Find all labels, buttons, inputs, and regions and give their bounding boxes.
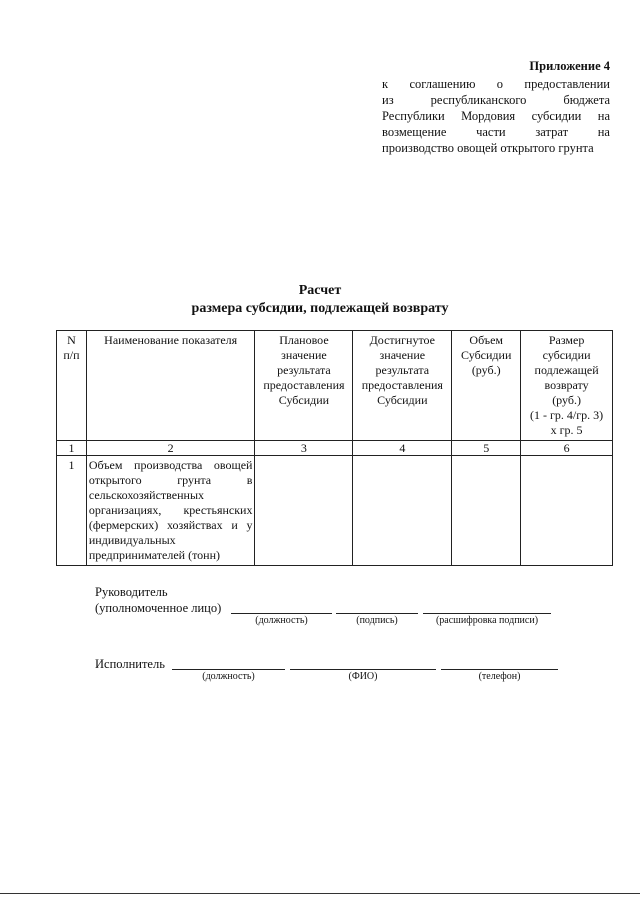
header-cell-achieved-value: Достигнутое значение результата предоставления Субсидии xyxy=(353,331,452,441)
table-column-number-row xyxy=(57,441,613,456)
appendix-line xyxy=(382,92,610,108)
appendix-line xyxy=(382,140,610,156)
appendix-word: субсидии xyxy=(531,109,582,123)
appendix-title: Приложение 4 xyxy=(529,59,610,73)
subsidy-calculation-table xyxy=(56,330,613,566)
signature-decoding-line xyxy=(423,613,551,614)
document-title-line-2: размера субсидии, подлежащей возврату xyxy=(191,301,449,316)
column-number-cell: 3 xyxy=(255,441,353,456)
header-cell-number: N п/п xyxy=(57,331,87,441)
appendix-word: возмещение xyxy=(382,125,447,139)
appendix-word: бюджета xyxy=(563,93,610,107)
executor-position-line xyxy=(172,669,285,670)
appendix-word: на xyxy=(597,125,610,139)
appendix-word: о xyxy=(496,77,504,91)
table-row xyxy=(57,456,613,566)
appendix-word: на xyxy=(597,109,610,123)
signature-decoding-caption: (расшифровка подписи) xyxy=(435,615,539,626)
column-number-cell: 1 xyxy=(57,441,87,456)
header-cell-planned-value: Плановое значение результата предоставления Субсидии xyxy=(255,331,353,441)
appendix-word: Республики xyxy=(382,109,445,123)
appendix-line xyxy=(382,108,610,124)
appendix-word: к xyxy=(382,77,389,91)
header-cell-indicator-name: Наименование показателя xyxy=(86,331,255,441)
authorized-person-label: (уполномоченное лицо) xyxy=(95,601,222,615)
executor-phone-caption: (телефон) xyxy=(478,671,521,682)
head-label: Руководитель xyxy=(95,585,168,599)
document-title xyxy=(0,282,640,318)
executor-position-caption: (должность) xyxy=(202,671,255,682)
executor-phone-line xyxy=(441,669,558,670)
subsidy-amount-cell xyxy=(452,456,521,566)
planned-value-cell xyxy=(255,456,353,566)
column-number-cell: 2 xyxy=(86,441,255,456)
table-header-row xyxy=(57,331,613,441)
appendix-line xyxy=(382,76,610,92)
appendix-word: части xyxy=(476,125,506,139)
appendix-word: из xyxy=(382,93,394,107)
indicator-name-cell: Объем производства овощей открытого грунта в сельскохозяйственных организациях, крестьянских (фермерских) хозяйствах и у индивидуальных предпринимателей (тонн) xyxy=(86,456,255,566)
signature-line xyxy=(336,613,418,614)
executor-name-line xyxy=(290,669,436,670)
row-number-cell: 1 xyxy=(57,456,87,566)
appendix-word: затрат xyxy=(535,125,569,139)
executor-label: Исполнитель xyxy=(95,657,165,671)
appendix-word: производство овощей открытого грунта xyxy=(382,141,594,155)
appendix-word: соглашению xyxy=(409,77,476,91)
signature-caption: (подпись) xyxy=(356,615,398,626)
appendix-line xyxy=(382,124,610,140)
page-bottom-border xyxy=(0,893,640,894)
appendix-word: Мордовия xyxy=(461,109,516,123)
header-cell-subsidy-amount: Объем Субсидии (руб.) xyxy=(452,331,521,441)
achieved-value-cell xyxy=(353,456,452,566)
appendix-block xyxy=(382,58,610,156)
position-signature-line xyxy=(231,613,332,614)
executor-name-caption: (ФИО) xyxy=(348,671,378,682)
appendix-word: республиканского xyxy=(430,93,527,107)
document-title-line-1: Расчет xyxy=(298,283,342,298)
column-number-cell: 4 xyxy=(353,441,452,456)
appendix-word: предоставлении xyxy=(524,77,610,91)
refund-amount-cell xyxy=(521,456,613,566)
position-caption: (должность) xyxy=(255,615,308,626)
header-cell-refund-amount: Размер субсидии подлежащей возврату (руб.) (1 - гр. 4/гр. 3) х гр. 5 xyxy=(521,331,613,441)
column-number-cell: 6 xyxy=(521,441,613,456)
column-number-cell: 5 xyxy=(452,441,521,456)
